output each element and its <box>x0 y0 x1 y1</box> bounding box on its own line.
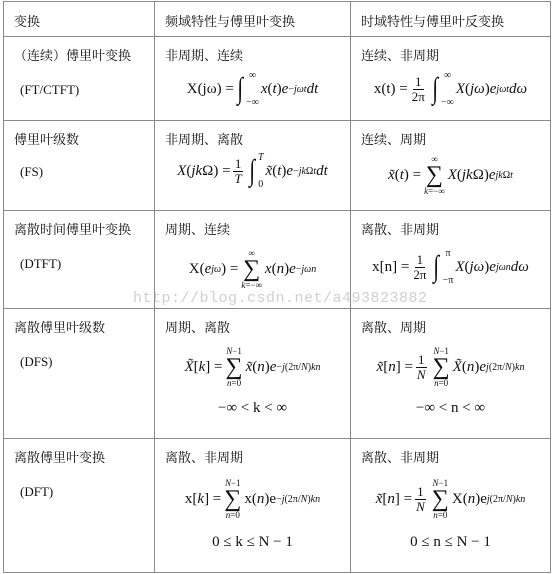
idfs-formula: x̃ [ n ] = $\frac{1}{N}$ N−1 ∑ n=0 X̃ ( n ) e j(2π/N)kn <box>376 346 525 388</box>
row-abbr: (FS) <box>20 164 44 179</box>
freq-range: −∞ < k < ∞ <box>217 400 288 416</box>
ctft-formula: X(jω) = ∫ ∞ −∞ x ( t ) e −jωt dt <box>186 70 319 108</box>
header-row <box>4 2 551 37</box>
row-abbr: (DTFT) <box>20 256 62 271</box>
ictft-formula: x(t) = $\frac{1}{2\pi}$ ∫ ∞ −∞ X ( jω ) e jωt dω <box>373 70 528 108</box>
row-name: 离散傅里叶变换 <box>14 451 106 466</box>
row-name: 离散傅里叶级数 <box>14 321 106 336</box>
time-property: 离散、周期 <box>361 321 427 336</box>
time-range: 0 ≤ n ≤ N − 1 <box>410 534 491 550</box>
row-name: （连续）傅里叶变换 <box>14 49 132 64</box>
table-row-dtft <box>4 211 551 309</box>
freq-property: 离散、非周期 <box>165 451 244 466</box>
row-name: 离散时间傅里叶变换 <box>14 223 132 238</box>
time-property: 连续、非周期 <box>361 49 440 64</box>
table-row-dft <box>4 439 551 573</box>
header-frequency: 频域特性与傅里叶变换 <box>165 15 296 30</box>
idtft-formula: x[n] = $\frac{1}{2\pi}$ ∫ π −π X ( jω ) e jωn dω <box>372 248 529 286</box>
table-row-ctft <box>4 37 551 121</box>
table-row-fs <box>4 121 551 211</box>
dtft-formula: X( e jω ) = ∞ ∑ k=−∞ x ( n ) e −jωn <box>188 248 317 290</box>
table-row-dfs <box>4 309 551 439</box>
header-transform: 变换 <box>14 15 41 30</box>
time-range: −∞ < n < ∞ <box>415 400 486 416</box>
dft-formula: x[ k ] = N−1 ∑ n=0 x( n )e −j(2π/N)kn <box>184 478 321 520</box>
row-abbr: (FT/CTFT) <box>20 82 80 97</box>
time-property: 离散、非周期 <box>361 223 440 238</box>
row-name: 傅里叶级数 <box>14 133 80 148</box>
freq-property: 周期、离散 <box>165 321 231 336</box>
freq-property: 周期、连续 <box>165 223 231 238</box>
header-time: 时域特性与傅里叶反变换 <box>361 15 505 30</box>
freq-range: 0 ≤ k ≤ N − 1 <box>212 534 293 550</box>
fourier-transform-table <box>3 1 551 573</box>
idft-formula: x̃ [ n ] = $\frac{1}{N}$ N−1 ∑ n=0 X( n )e j(2π/N)kn <box>375 478 526 520</box>
dfs-formula: X̃ [ k ] = N−1 ∑ n=0 x̃ ( n ) e −j(2π/N)kn <box>184 346 321 388</box>
freq-property: 非周期、离散 <box>165 133 244 148</box>
fs-formula: X ( jk Ω) = $\frac{1}{T}$ ∫ T 0 x̃ ( t ) e −jkΩt dt <box>177 152 328 190</box>
watermark: http://blog.csdn.net/a493823882 <box>133 290 428 307</box>
row-abbr: (DFT) <box>20 484 54 499</box>
ifs-formula: x̃ ( t ) = ∞ ∑ k=−∞ X ( jk Ω) e jkΩt <box>388 154 513 196</box>
row-abbr: (DFS) <box>20 354 53 369</box>
time-property: 离散、非周期 <box>361 451 440 466</box>
freq-property: 非周期、连续 <box>165 49 244 64</box>
time-property: 连续、周期 <box>361 133 427 148</box>
